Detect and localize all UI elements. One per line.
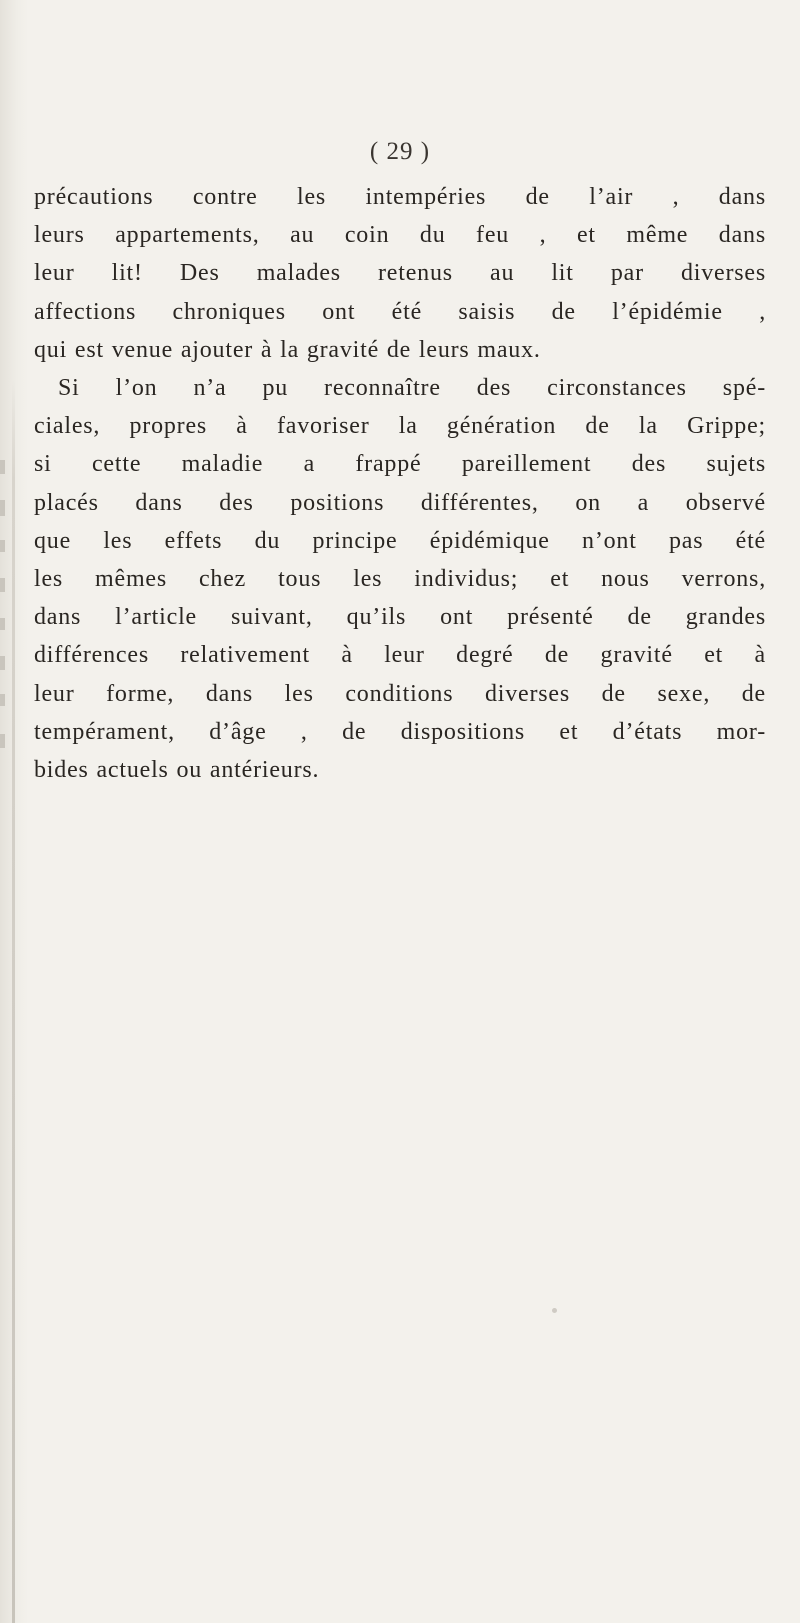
text-line: placés dans des positions différentes, on a observé xyxy=(34,489,766,516)
text-line: dans l’article suivant, qu’ils ont présenté de grandes xyxy=(34,604,766,631)
page-binding-edge xyxy=(12,380,15,1623)
text-line: leur forme, dans les conditions diverses de sexe, de xyxy=(34,680,766,707)
text-line: différences relativement à leur degré de gravité et à xyxy=(34,642,766,669)
text-line: leur lit! Des malades retenus au lit par diverses xyxy=(34,260,766,287)
text-line: tempérament, d’âge , de dispositions et d’états mor- xyxy=(34,718,766,745)
text-line: que les effets du principe épidémique n’ont pas été xyxy=(34,527,766,554)
text-line: leurs appartements, au coin du feu , et même dans xyxy=(34,222,766,249)
page-number: ( 29 ) xyxy=(369,138,431,165)
text-line: ciales, propres à favoriser la génération de la Grippe; xyxy=(34,413,766,440)
paragraph-start-line: Si l’on n’a pu reconnaître des circonstances spé- xyxy=(58,375,766,402)
text-line: précautions contre les intempéries de l’air , dans xyxy=(34,184,766,210)
text-line: les mêmes chez tous les individus; et nous verrons, xyxy=(34,566,766,593)
text-line: affections chroniques ont été saisis de l’épidémie , xyxy=(34,298,766,325)
paper-speck xyxy=(552,1308,557,1313)
paragraph-end-line: qui est venue ajouter à la gravité de leurs maux. xyxy=(34,336,541,363)
text-line: si cette maladie a frappé pareillement des sujets xyxy=(34,451,766,478)
page-edge-marks xyxy=(0,0,8,1623)
paragraph-end-line: bides actuels ou antérieurs. xyxy=(34,757,320,784)
body-text xyxy=(34,178,766,789)
